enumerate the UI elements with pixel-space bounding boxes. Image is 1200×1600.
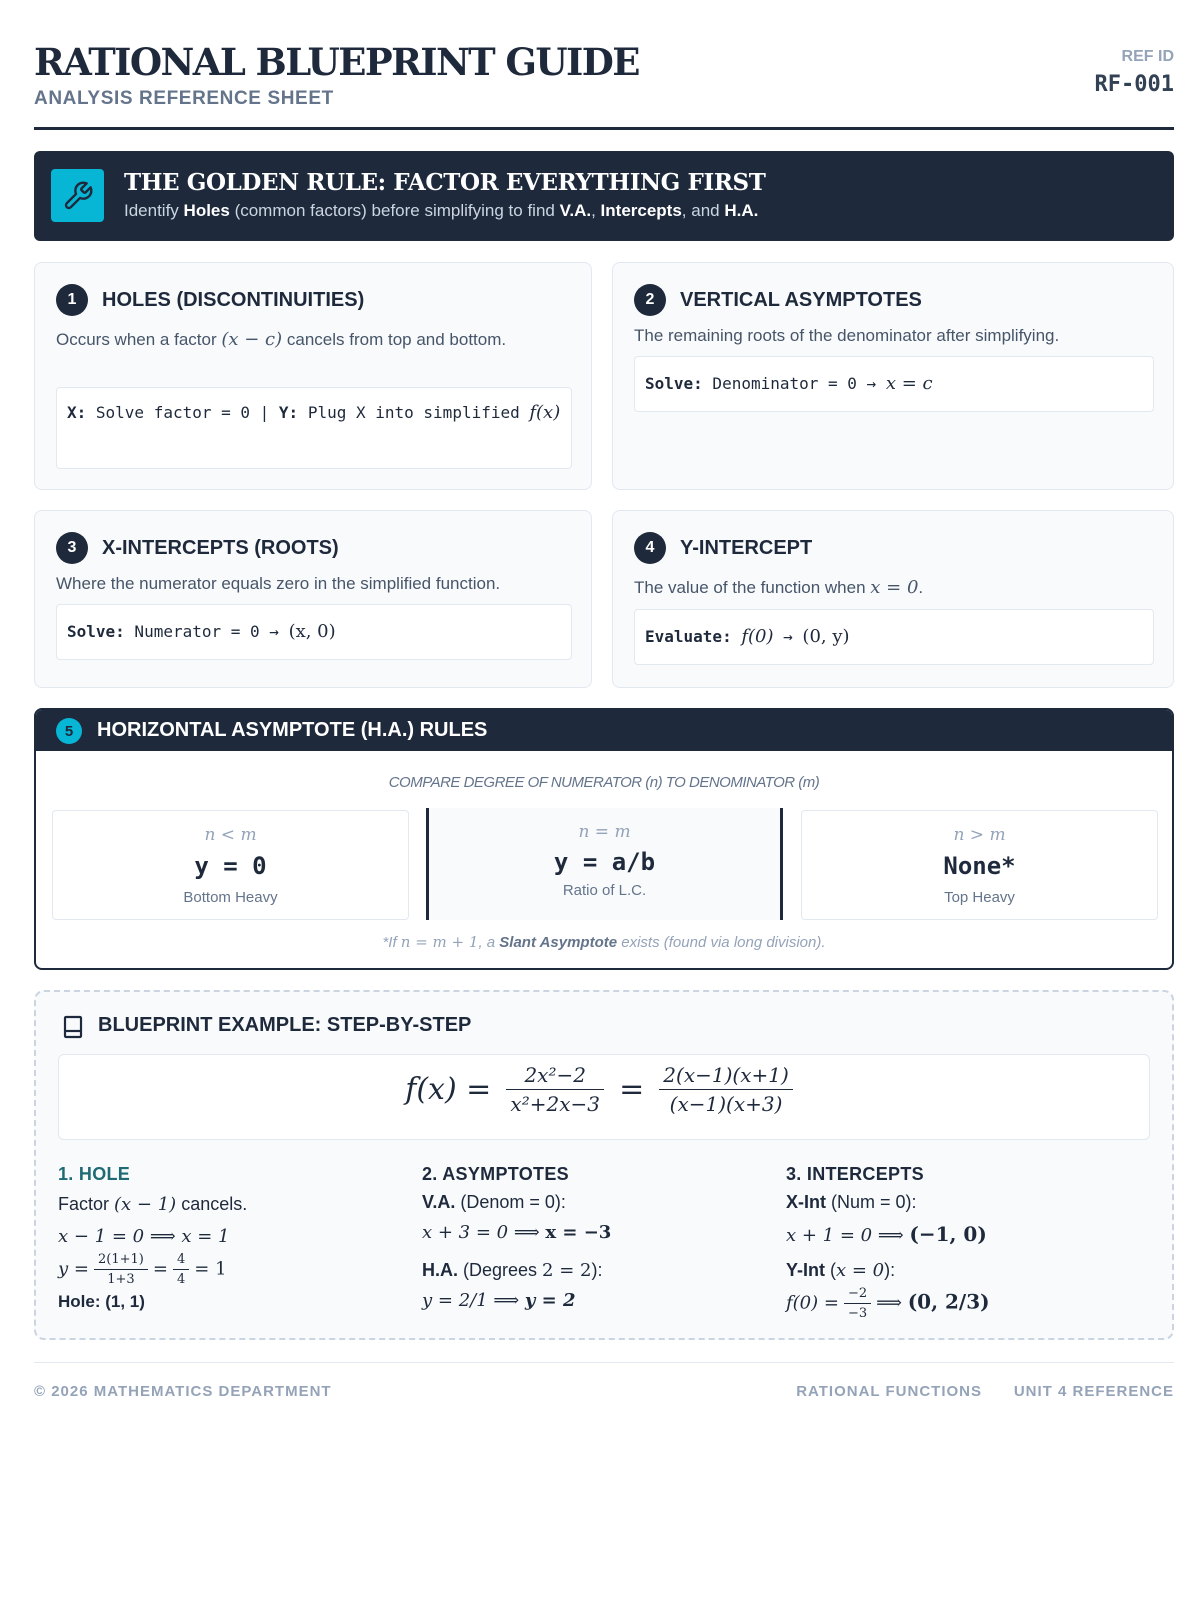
hole-result: Hole: (1, 1) [58, 1292, 145, 1311]
y-intercept-formula-box: Evaluate: f(0) → (0, y) [634, 609, 1154, 665]
va-equation: x + 3 = 0 ⟹ x = −3 [422, 1222, 612, 1243]
page-header [34, 38, 1174, 130]
step-number-badge: 2 [634, 284, 666, 316]
example-asymptotes-column [422, 1164, 762, 1314]
example-intercepts-column [786, 1164, 1126, 1321]
step-number-badge: 1 [56, 284, 88, 316]
ha-condition: n > m [953, 825, 1006, 845]
ha-condition: n < m [204, 825, 257, 845]
ha-description: Ratio of L.C. [562, 882, 647, 899]
asymptotes-step-heading: 2. ASYMPTOTES [422, 1164, 569, 1184]
ha-description: Top Heavy [944, 889, 1015, 906]
horizontal-asymptote-header [36, 710, 1172, 751]
x-intercepts-description: Where the numerator equals zero in the simplified function. [56, 574, 501, 593]
x-intercepts-formula-box: Solve: Numerator = 0 → (x, 0) [56, 604, 572, 660]
footer-unit: UNIT 4 REFERENCE [1013, 1383, 1174, 1400]
x-intercepts-title: X-INTERCEPTS (ROOTS) [102, 537, 339, 559]
ref-id-label: REF ID [1121, 48, 1174, 65]
golden-rule-title: THE GOLDEN RULE: FACTOR EVERYTHING FIRST [124, 169, 766, 196]
step-number-badge: 3 [56, 532, 88, 564]
golden-rule-text: Identify Holes (common factors) before simplifying to find V.A., Intercepts, and H.A. [124, 201, 759, 220]
holes-formula-box: X: Solve factor = 0 | Y: Plug X into simplified f(x) [56, 387, 572, 469]
y-intercept-description: The value of the function when x = 0. [634, 577, 924, 598]
y-intercept-title: Y-INTERCEPT [680, 537, 813, 559]
vertical-asymptotes-title: VERTICAL ASYMPTOTES [680, 289, 922, 311]
footer-copyright: © 2026 MATHEMATICS DEPARTMENT [34, 1383, 332, 1400]
ha-rule-bottom-heavy [52, 810, 409, 920]
hole-y-line: y = $\frac{2(1+1)}{1+3}$ = $\frac{4}{4}$ = 1 [58, 1252, 227, 1287]
x-int-equation: x + 1 = 0 ⟹ (−1, 0) [786, 1222, 987, 1246]
footer-topic: RATIONAL FUNCTIONS [796, 1383, 982, 1400]
vertical-asymptotes-description: The remaining roots of the denominator after simplifying. [634, 326, 1060, 345]
hole-factor-line: Factor (x − 1) cancels. [58, 1194, 248, 1215]
ha-rule-top-heavy [801, 810, 1158, 920]
slant-asymptote-note: *If n = m + 1, a Slant Asymptote exists (found via long division). [382, 933, 826, 951]
x-intercepts-card [34, 510, 592, 688]
ha-result: y = 0 [194, 852, 267, 880]
page-subtitle: ANALYSIS REFERENCE SHEET [34, 88, 334, 109]
ha-condition: n = m [578, 822, 631, 842]
example-hole-column [58, 1164, 398, 1314]
ha-description: Bottom Heavy [183, 889, 278, 906]
blueprint-example-panel [34, 990, 1174, 1340]
ha-result: None* [943, 852, 1016, 880]
ref-id-value: RF-001 [1094, 72, 1174, 97]
step-number-badge: 5 [56, 718, 82, 744]
ha-rule-equal-degree [426, 808, 783, 920]
ha-label-line: H.A. (Degrees 2 = 2): [422, 1260, 603, 1281]
horizontal-asymptote-title: HORIZONTAL ASYMPTOTE (H.A.) RULES [97, 719, 488, 741]
y-intercept-card [612, 510, 1174, 688]
ha-result: y = a/b [553, 848, 656, 876]
page-footer [34, 1362, 1174, 1398]
y-int-label-line: Y-Int (x = 0): [786, 1260, 896, 1281]
holes-description: Occurs when a factor (x − c) cancels from top and bottom. [56, 329, 507, 350]
clipboard-icon [62, 1014, 84, 1045]
step-number-badge: 4 [634, 532, 666, 564]
vertical-asymptotes-formula-box: Solve: Denominator = 0 → x = c [634, 356, 1154, 412]
golden-rule-banner [34, 151, 1174, 241]
holes-card [34, 262, 592, 490]
example-function: f(x) = $\frac{\text{2x²−2}}{\text{x²+2x−3}}$ = $\frac{2(x-1)(x+1)}{(x-1)(x+3)}$ [59, 1063, 1149, 1116]
hole-x-line: x − 1 = 0 ⟹ x = 1 [58, 1226, 230, 1247]
degree-compare-caption: COMPARE DEGREE OF NUMERATOR (n) TO DENOMINATOR (m) [388, 774, 820, 791]
horizontal-asymptote-panel [34, 708, 1174, 970]
va-label-line: V.A. (Denom = 0): [422, 1192, 566, 1212]
example-function-box [58, 1054, 1150, 1140]
x-int-label-line: X-Int (Num = 0): [786, 1192, 917, 1212]
holes-title: HOLES (DISCONTINUITIES) [102, 289, 365, 311]
vertical-asymptotes-card [612, 262, 1174, 490]
y-int-equation: f(0) = $\frac{-2}{-3}$ ⟹ (0, 2/3) [786, 1286, 990, 1321]
ha-equation: y = 2/1 ⟹ y = 2 [422, 1290, 576, 1311]
page-title: RATIONAL BLUEPRINT GUIDE [34, 40, 639, 84]
hole-step-heading: 1. HOLE [58, 1164, 131, 1184]
intercepts-step-heading: 3. INTERCEPTS [786, 1164, 924, 1184]
example-title: BLUEPRINT EXAMPLE: STEP-BY-STEP [98, 1014, 472, 1036]
wrench-icon [51, 169, 104, 222]
